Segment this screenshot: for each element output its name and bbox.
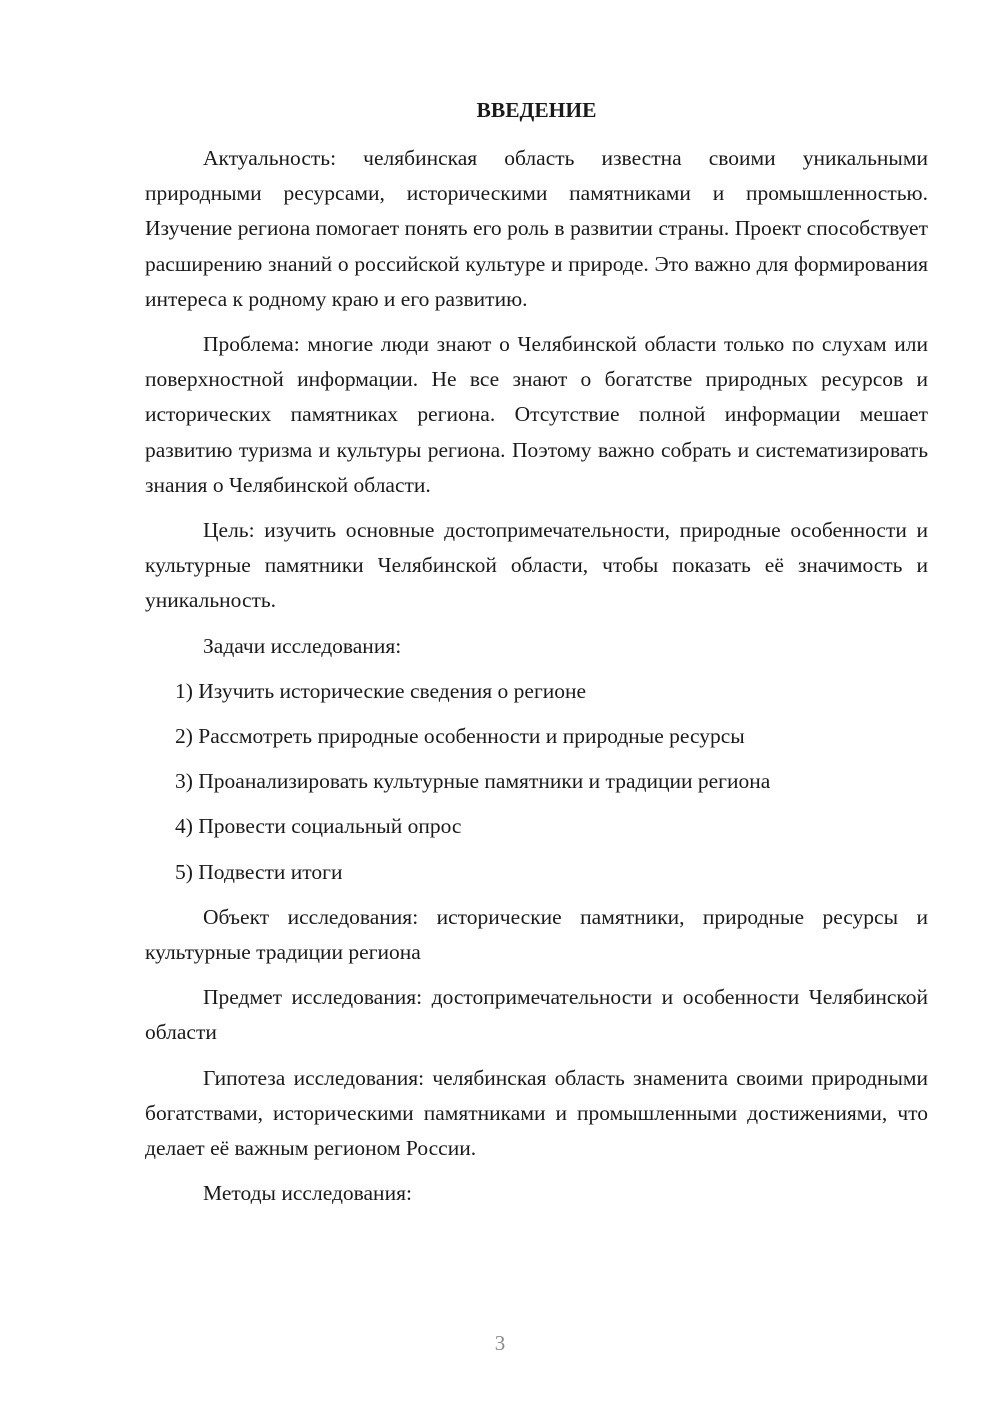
list-item: 4) Провести социальный опрос: [175, 814, 462, 839]
tasks-heading: Задачи исследования:: [203, 633, 402, 658]
tasks-list: [145, 674, 928, 890]
methods-heading: Методы исследования:: [203, 1181, 412, 1206]
paragraph-object: Объект исследования: исторические памятники, природные ресурсы и культурные традиции региона: [145, 904, 928, 965]
list-item: 3) Проанализировать культурные памятники и традиции региона: [175, 769, 771, 794]
paragraph-goal: Цель: изучить основные достопримечательности, природные особенности и культурные памятники Челябинской области, чтобы показать её значимость и уникальность.: [145, 518, 928, 613]
section-title: ВВЕДЕНИЕ: [476, 98, 597, 122]
page-number: 3: [494, 1331, 506, 1355]
list-item: 2) Рассмотреть природные особенности и природные ресурсы: [175, 724, 745, 749]
document-page: [145, 92, 928, 1221]
paragraph-hypothesis: Гипотеза исследования: челябинская область знаменита своими природными богатствами, историческими памятниками и промышленными достижениями, что делает её важным регионом России.: [145, 1065, 928, 1161]
list-item: 1) Изучить исторические сведения о регионе: [175, 678, 587, 703]
paragraph-subject: Предмет исследования: достопримечательности и особенности Челябинской области: [145, 985, 928, 1045]
paragraph-relevance: Актуальность: челябинская область известна своими уникальными природными ресурсами, историческими памятниками и промышленностью. Изучение региона помогает понять его роль в развитии страны. Проект способствует расширению знаний о российской культуре и природе. Это важно для формирования интереса к родному краю и его развитию.: [145, 146, 928, 311]
list-item: 5) Подвести итоги: [175, 859, 343, 884]
paragraph-problem: Проблема: многие люди знают о Челябинской области только по слухам или поверхностной информации. Не все знают о богатстве природных ресурсов и исторических памятниках региона. Отсутствие полной информации мешает развитию туризма и культуры региона. Поэтому важно собрать и систематизировать знания о Челябинской области.: [145, 332, 928, 497]
